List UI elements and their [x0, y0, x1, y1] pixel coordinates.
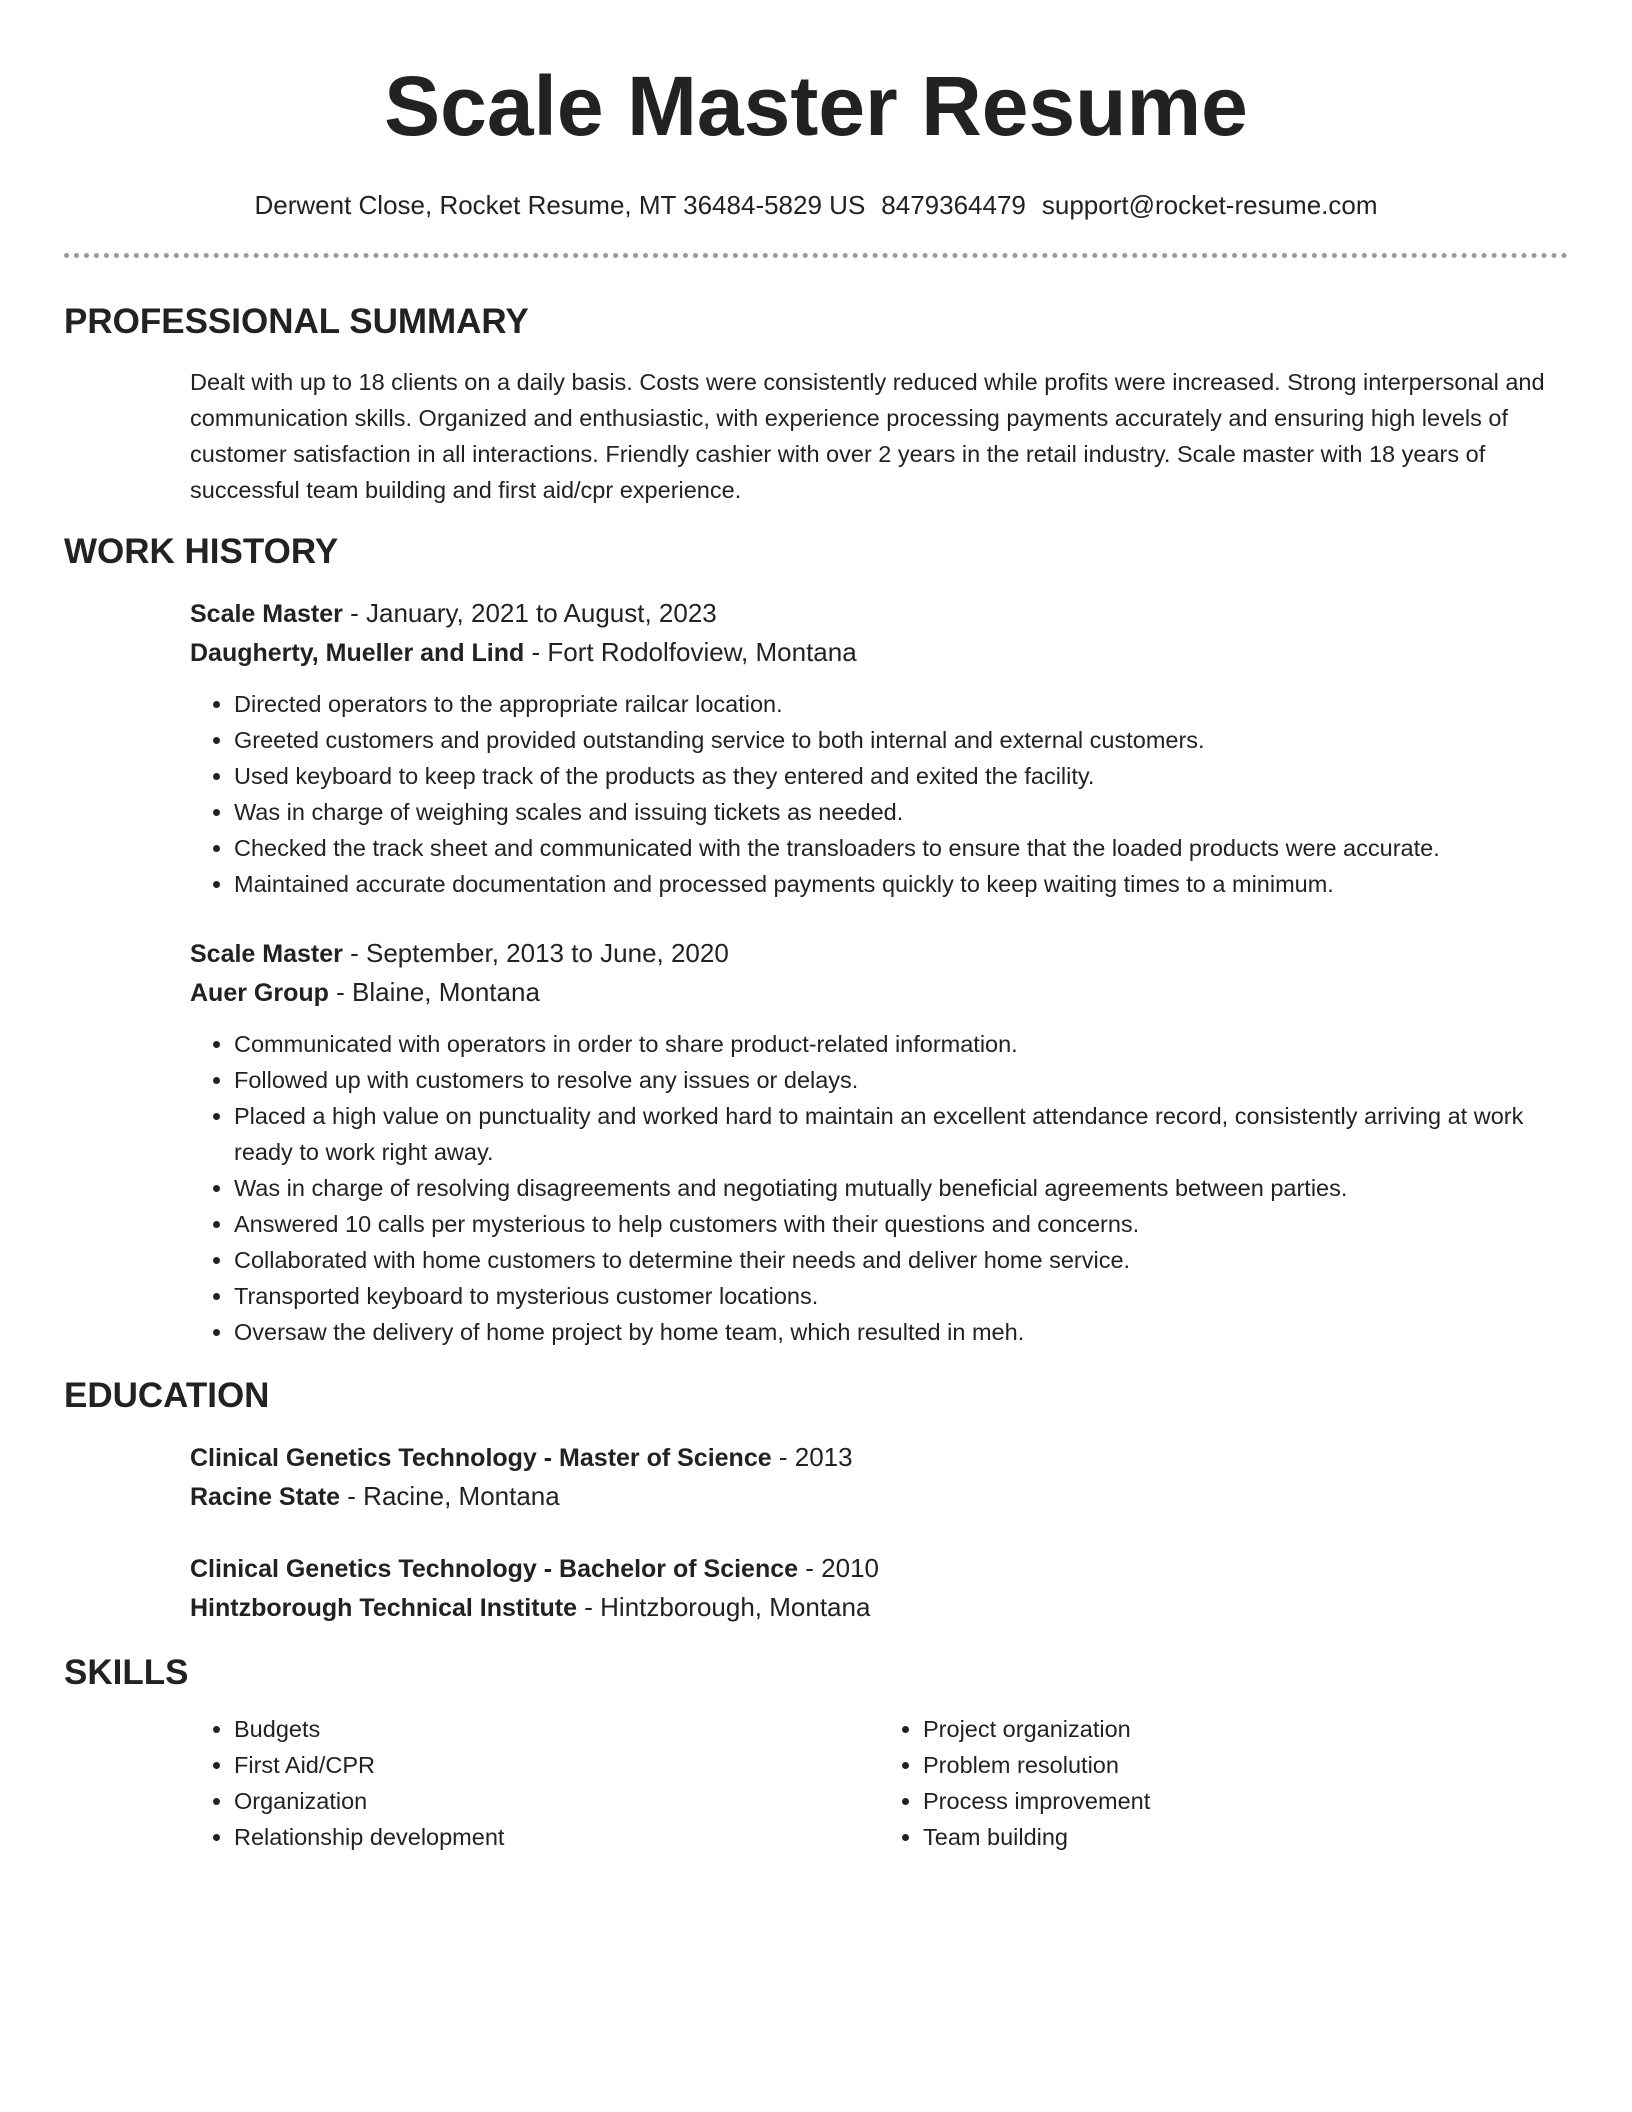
contact-email: support@rocket-resume.com [1041, 190, 1378, 220]
summary-heading: PROFESSIONAL SUMMARY [64, 302, 529, 341]
degree-year: - 2013 [771, 1442, 853, 1472]
list-item: • Followed up with customers to resolve any issues or delays. [234, 1062, 1568, 1098]
job-location: - Blaine, Montana [328, 977, 540, 1007]
job-location: - Fort Rodolfoview, Montana [524, 637, 857, 667]
list-item: • Placed a high value on punctuality and worked hard to maintain an excellent attendance record, consistently arriving at work ready to work right away. [234, 1098, 1568, 1170]
job-role: Scale Master [190, 600, 343, 628]
job-entry [190, 934, 1568, 1350]
job-company: Daugherty, Mueller and Lind [190, 639, 525, 667]
degree-line [190, 1549, 1568, 1588]
school-name: Hintzborough Technical Institute [190, 1594, 578, 1622]
skills-grid [190, 1711, 1568, 1855]
skill-item: • Organization [234, 1783, 879, 1819]
list-item: • Communicated with operators in order to share product-related information. [234, 1026, 1568, 1062]
job-dates: - January, 2021 to August, 2023 [342, 598, 717, 628]
skills-section [64, 1651, 1568, 1855]
job-duties-list [190, 1026, 1568, 1350]
skills-list-right [879, 1711, 1568, 1855]
skill-item: • Problem resolution [923, 1747, 1568, 1783]
contact-phone: 8479364479 [881, 190, 1026, 220]
contact-address: Derwent Close, Rocket Resume, MT 36484-5829 US [254, 190, 866, 220]
job-entry [190, 594, 1568, 902]
education-heading: EDUCATION [64, 1376, 270, 1415]
skill-item: • Budgets [234, 1711, 879, 1747]
job-role: Scale Master [190, 940, 343, 968]
education-section [64, 1374, 1568, 1627]
work-heading: WORK HISTORY [64, 532, 339, 571]
job-title-line [190, 594, 1568, 633]
job-duties-list [190, 686, 1568, 902]
skill-item: • Process improvement [923, 1783, 1568, 1819]
skill-item: • Relationship development [234, 1819, 879, 1855]
skill-item: • Team building [923, 1819, 1568, 1855]
education-entry [190, 1438, 1568, 1516]
list-item: • Was in charge of weighing scales and issuing tickets as needed. [234, 794, 1568, 830]
list-item: • Maintained accurate documentation and processed payments quickly to keep waiting times to a minimum. [234, 866, 1568, 902]
contact-line [64, 188, 1568, 222]
degree-line [190, 1438, 1568, 1477]
school-location: - Hintzborough, Montana [577, 1592, 871, 1622]
degree-name: Clinical Genetics Technology - Master of Science [190, 1444, 772, 1472]
list-item: • Answered 10 calls per mysterious to help customers with their questions and concerns. [234, 1206, 1568, 1242]
education-entry [190, 1549, 1568, 1627]
job-dates: - September, 2013 to June, 2020 [342, 938, 729, 968]
list-item: • Used keyboard to keep track of the products as they entered and exited the facility. [234, 758, 1568, 794]
job-company-line [190, 633, 1568, 672]
list-item: • Greeted customers and provided outstanding service to both internal and external customers. [234, 722, 1568, 758]
job-company-line [190, 973, 1568, 1012]
list-item: • Directed operators to the appropriate railcar location. [234, 686, 1568, 722]
skills-list-left [190, 1711, 879, 1855]
header-divider [64, 253, 1568, 258]
skills-heading: SKILLS [64, 1653, 189, 1692]
work-section [64, 530, 1568, 1350]
list-item: • Transported keyboard to mysterious customer locations. [234, 1278, 1568, 1314]
job-title-line [190, 934, 1568, 973]
list-item: • Oversaw the delivery of home project by home team, which resulted in meh. [234, 1314, 1568, 1350]
summary-text: Dealt with up to 18 clients on a daily basis. Costs were consistently reduced while profits were increased. Strong interpersonal and communication skills. Organized and enthusiastic, with experience processing payments accurately and ensuring high levels of customer satisfaction in all interactions. Friendly cashier with over 2 years in the retail industry. Scale master with 18 years of successful team building and first aid/cpr experience. [190, 369, 1545, 503]
degree-name: Clinical Genetics Technology - Bachelor of Science [190, 1555, 799, 1583]
list-item: • Collaborated with home customers to determine their needs and deliver home service. [234, 1242, 1568, 1278]
degree-year: - 2010 [798, 1553, 879, 1583]
list-item: • Was in charge of resolving disagreements and negotiating mutually beneficial agreements between parties. [234, 1170, 1568, 1206]
school-line [190, 1588, 1568, 1627]
school-name: Racine State [190, 1483, 341, 1511]
job-company: Auer Group [190, 979, 329, 1007]
resume-page [64, 0, 1568, 1855]
skill-item: • First Aid/CPR [234, 1747, 879, 1783]
summary-section [64, 300, 1568, 508]
school-location: - Racine, Montana [340, 1481, 560, 1511]
resume-title: Scale Master Resume [384, 59, 1248, 153]
list-item: • Checked the track sheet and communicated with the transloaders to ensure that the loaded products were accurate. [234, 830, 1568, 866]
skill-item: • Project organization [923, 1711, 1568, 1747]
school-line [190, 1477, 1568, 1516]
